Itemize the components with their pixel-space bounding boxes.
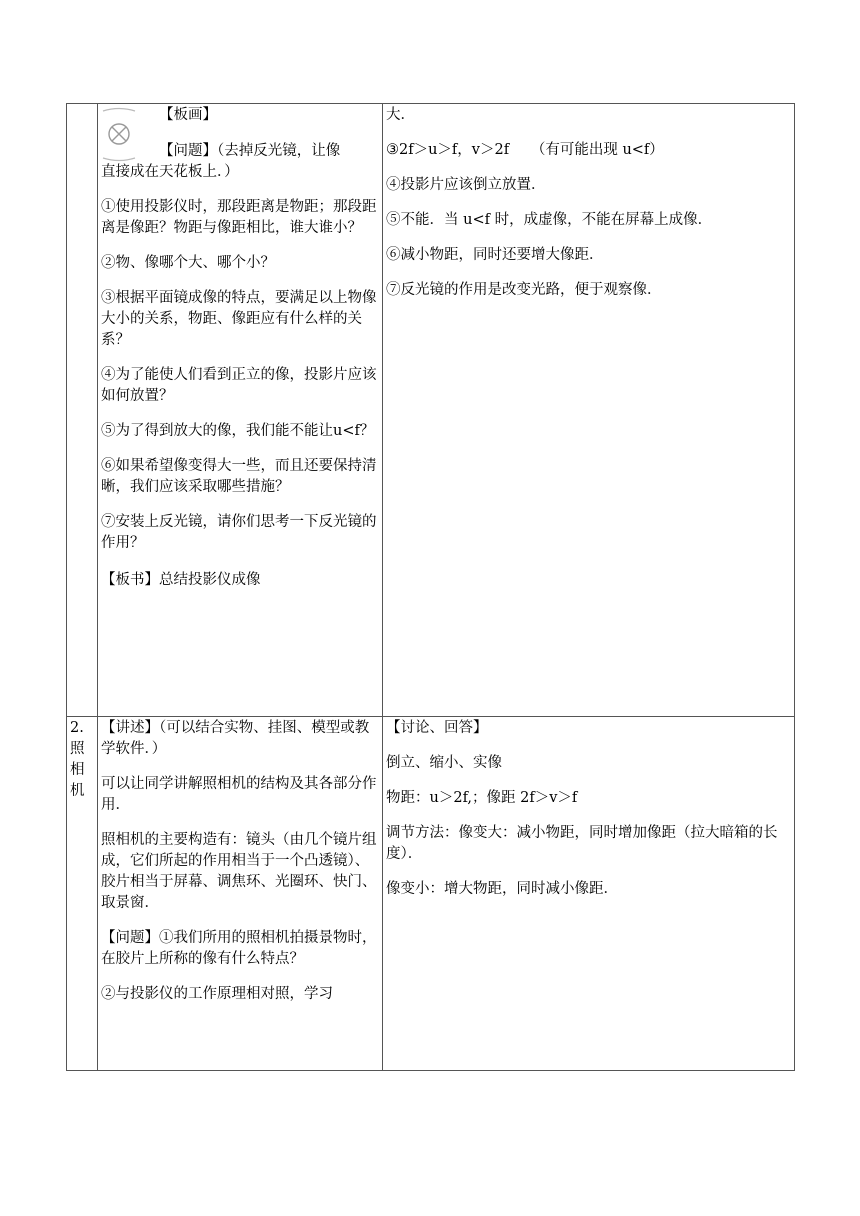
wenti-text: （去掉反光镜，让像 [217,143,341,159]
wenti-label: 【问题】 [159,143,217,159]
jiangshu-text: （可以结合实物、挂图、模型或教学软件．） [101,720,370,757]
answer-1: 倒立、缩小、实像 [386,755,502,771]
banshu-label: 【板书】 [101,572,159,588]
answer-4: ④投影片应该倒立放置． [386,177,546,193]
jiangshu-label: 【讲述】 [101,720,159,736]
section-number: 2. [70,720,84,736]
section-title-char: 相 [70,762,85,778]
paragraph-2: 照相机的主要构造有：镜头（由几个镜片组成，它们所起的作用相当于一个凸透镜）、胶片相当于屏幕、调焦环、光圈环、快门、取景窗． [101,832,377,911]
question-1: ①使用投影仪时，那段距离是物距；那段距离是像距？物距与像距相比，谁大谁小？ [101,199,377,236]
section-cell [67,104,98,717]
table-row [67,104,795,717]
table-row [67,717,795,1071]
answer-3: ③2f＞u＞f，v＞2f （有可能出现 u<f） [386,142,664,158]
answer-4: 像变小：增大物距，同时减小像距． [386,881,618,897]
banshu-text: 总结投影仪成像 [159,572,261,588]
question-2: ②与投影仪的工作原理相对照，学习 [101,986,333,1002]
teacher-activity-cell [98,717,383,1071]
question-6: ⑥如果希望像变得大一些，而且还要保持清晰，我们应该采取哪些措施？ [101,458,377,495]
student-activity-cell [383,717,795,1071]
answer-7: ⑦反光镜的作用是改变光路，便于观察像． [386,282,662,298]
question-3: ③根据平面镜成像的特点，要满足以上物像大小的关系，物距、像距应有什么样的关系？ [101,290,377,348]
section-title-char: 照 [70,741,85,757]
projector-lens-icon [100,107,138,163]
student-activity-cell [383,104,795,717]
wenti-text-cont: 直接成在天花板上．） [101,164,239,180]
wenti-label: 【问题】 [101,930,159,946]
question-4: ④为了能使人们看到正立的像，投影片应该如何放置？ [101,367,377,404]
answer-2: 物距：u＞2f,；像距 2f＞v＞f [386,790,578,806]
answer-5: ⑤不能．当 u<f 时，成虚像，不能在屏幕上成像． [386,212,713,228]
banhua-label: 【板画】 [159,107,217,123]
answer-3: 调节方法：像变大：减小物距，同时增加像距（拉大暗箱的长度）． [386,825,778,862]
section-title-char: 机 [70,783,85,799]
lesson-table [66,103,795,1071]
answer-0: 大． [386,107,415,123]
answer-6: ⑥减小物距，同时还要增大像距． [386,247,604,263]
taolun-label: 【讨论、回答】 [386,720,488,736]
teacher-activity-cell [98,104,383,717]
section-cell [67,717,98,1071]
wenti-text: ①我们所用的照相机拍摄景物时，在胶片上所称的像有什么特点？ [101,930,377,967]
question-5: ⑤为了得到放大的像，我们能不能让u<f？ [101,423,375,439]
paragraph-1: 可以让同学讲解照相机的结构及其各部分作用． [101,776,377,813]
question-7: ⑦安装上反光镜，请你们思考一下反光镜的作用？ [101,514,377,551]
question-2: ②物、像哪个大、哪个小？ [101,255,275,271]
